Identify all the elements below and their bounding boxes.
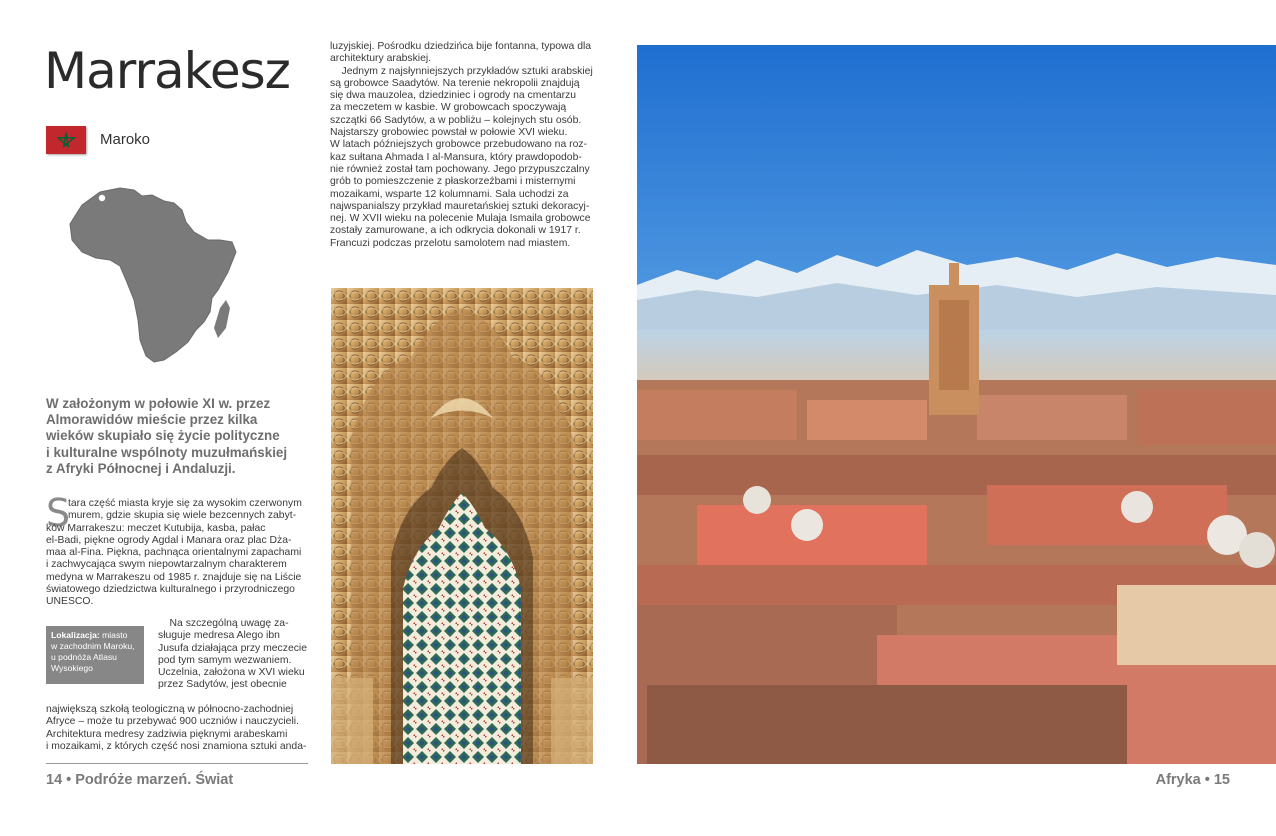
lead-paragraph	[46, 396, 308, 477]
page-title: Marrakesz	[44, 42, 290, 100]
body-line: luzyjskiej. Pośrodku dziedzińca bije fontanna, typowa dla	[330, 41, 592, 52]
body-line: nej. W XVII wieku na polecenie Mulaja Ismaila grobowce	[330, 213, 591, 225]
location-label: Lokalizacja:	[51, 630, 100, 640]
lead-line: W założonym w połowie XI w. przez	[46, 396, 271, 411]
body-line: są grobowce Saadytów. Na terenie nekropolii znajdują	[330, 77, 580, 89]
location-line: u podnóża Atlasu	[51, 652, 117, 662]
body-line: ków Marrakeszu: meczet Kutubija, kasba, pałac	[46, 522, 266, 534]
body-column-1b	[158, 618, 308, 692]
lead-line: z Afryki Północnej i Andaluzji.	[46, 460, 236, 476]
lead-line: i kulturalne wspólnoty muzułmańskiej	[46, 444, 288, 460]
body-line: Architektura medresy zadziwia pięknymi arabeskami	[46, 728, 288, 740]
body-line: szczątki 66 Sadytów, a w pobliżu – kolejnych stu osób.	[330, 114, 582, 126]
footer-left-page-number: 14 • Podróże marzeń. Świat	[46, 772, 234, 788]
body-column-1c	[46, 704, 308, 753]
body-line: się dwa mauzolea, dziedziniec i ogrody na cmentarzu	[330, 90, 577, 102]
body-line: medyna w Marrakeszu od 1985 r. znajduje się na Liście	[46, 571, 302, 583]
body-line: el-Badi, piękne ogrody Agdal i Manara oraz plac Dża-	[46, 534, 292, 546]
location-text: miasto	[102, 630, 128, 640]
body-line: UNESCO.	[46, 596, 94, 608]
footer-rule	[46, 763, 308, 764]
body-line: sługuje medresa Alego ibn	[158, 630, 280, 642]
location-line: w zachodnim Maroku,	[51, 641, 135, 651]
body-line: grób to pomieszczenie z płaskorzeźbami i misternymi	[330, 176, 576, 188]
lead-line: wieków skupiało się życie polityczne	[46, 428, 280, 444]
body-line: W latach późniejszych grobowce przebudowano na roz-	[330, 139, 588, 151]
drop-cap: S	[46, 491, 71, 535]
body-line: Na szczególną uwagę za-	[158, 618, 289, 629]
body-line: Uczelnia, założona w XVI wieku	[158, 667, 305, 679]
location-box	[46, 626, 144, 684]
body-line: i mozaikami, z których część nosi znamiona sztuki anda-	[46, 740, 307, 752]
morocco-flag-icon	[46, 126, 86, 154]
body-column-1	[46, 498, 308, 609]
footer-right-page-number: Afryka • 15	[1155, 772, 1230, 788]
location-line	[51, 630, 139, 641]
body-line: tara część miasta kryje się za wysokim czerwonym	[68, 498, 302, 509]
body-line: Jednym z najsłynniejszych przykładów sztuki arabskiej	[330, 65, 593, 77]
body-line: Francuzi podczas przelotu samolotem nad miastem.	[330, 237, 571, 249]
body-line: Najstarszy grobowiec powstał w połowie XVI wieku.	[330, 127, 568, 139]
body-line: największą szkołą teologiczną w północno-zachodniej	[46, 704, 294, 715]
body-line: najwspanialszy przykład mauretańskiej sztuki dekoracyj-	[330, 200, 590, 212]
body-line: architektury arabskiej.	[330, 53, 432, 65]
body-line: nie również został tam pochowany. Jego przypuszczalny	[330, 163, 590, 175]
africa-map-icon	[60, 180, 240, 365]
body-column-2	[330, 41, 596, 250]
lead-line: Almorawidów mieście przez kilka	[46, 412, 258, 428]
location-line: Wysokiego	[51, 663, 93, 673]
body-line: maa al-Fina. Piękna, pachnąca orientalnymi zapachami	[46, 547, 302, 559]
body-line: pod tym samym wezwaniem.	[158, 654, 292, 666]
body-line: za meczetem w kasbie. W grobowcach spoczywają	[330, 102, 567, 114]
body-line: światowego dziedzictwa kulturalnego i przyrodniczego	[46, 584, 295, 596]
body-line: i zachwycająca swym niepowtarzalnym charakterem	[46, 559, 287, 571]
body-line: kaz sułtana Ahmada I al-Mansura, który prawdopodob-	[330, 151, 582, 163]
body-line: Afryce – może tu przebywać 900 uczniów i nauczycieli.	[46, 716, 299, 728]
ornament-photo	[331, 288, 593, 764]
cityscape-photo	[637, 45, 1276, 764]
body-line: zostały zamurowane, a ich odkrycia dokonali w 1917 r.	[330, 225, 581, 237]
body-line: przez Sadytów, jest obecnie	[158, 679, 287, 691]
body-line: murem, gdzie skupia się wiele bezcennych zabyt-	[68, 510, 297, 522]
body-line: mozaikami, wsparte 12 kolumnami. Sala uchodzi za	[330, 188, 569, 200]
country-label: Maroko	[100, 131, 151, 148]
body-line: Jusufa działająca przy meczecie	[158, 642, 308, 654]
